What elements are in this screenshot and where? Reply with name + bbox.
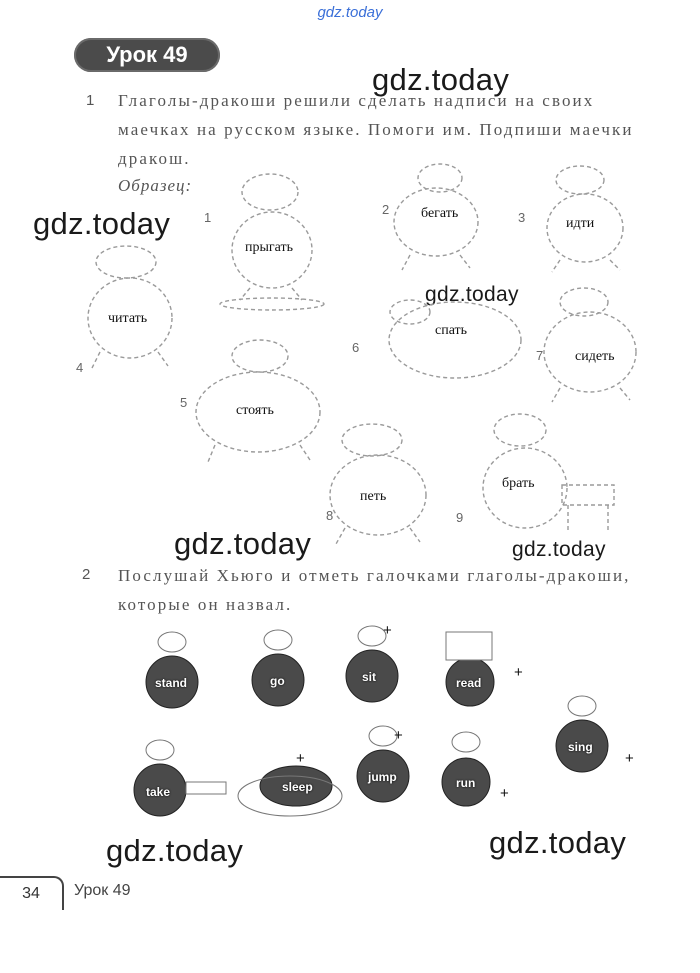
item-number: 4 [76, 360, 84, 375]
dragon-label: read [456, 676, 482, 690]
watermark: gdz.today [489, 825, 627, 860]
answer-text: брать [502, 476, 535, 491]
watermark: gdz.today [106, 833, 244, 868]
dragon-label: sit [362, 670, 377, 684]
dragon-label: jump [368, 770, 397, 784]
exercise-text: Послушай Хьюго и отметь галочками глаголы-дракоши, которые он назвал. [118, 566, 631, 614]
check-mark: + [383, 622, 392, 639]
dragon-label: sleep [282, 780, 313, 794]
item-number: 2 [382, 202, 390, 217]
item-number: 1 [204, 210, 212, 225]
dragon-label: go [270, 674, 285, 688]
answer-text: петь [360, 489, 387, 504]
check-mark: + [625, 750, 634, 767]
sample-label: Образец: [118, 176, 193, 195]
dragon-label: run [456, 776, 476, 790]
watermark: gdz.today [372, 62, 510, 97]
check-mark: + [296, 750, 305, 767]
lesson-badge: Урок 49 [74, 38, 220, 72]
watermark: gdz.today [174, 526, 312, 561]
exercise-number: 2 [82, 566, 91, 583]
check-mark: + [514, 664, 523, 681]
watermark: gdz.today [33, 206, 171, 241]
item-number: 5 [180, 395, 188, 410]
site-link[interactable]: gdz.today [317, 4, 383, 21]
answer-text: стоять [236, 403, 274, 418]
answer-text: спать [435, 323, 468, 338]
dragon-label: take [146, 785, 171, 799]
item-number: 8 [326, 508, 334, 523]
item-number: 9 [456, 510, 464, 525]
watermark: gdz.today [512, 538, 606, 561]
answer-text: прыгать [245, 240, 293, 255]
exercise-number: 1 [86, 92, 95, 109]
item-number: 6 [352, 340, 360, 355]
answer-text: читать [108, 311, 148, 326]
footer-lesson: Урок 49 [74, 882, 131, 899]
watermark: gdz.today [425, 283, 519, 306]
exercise2-illustrations [0, 610, 700, 890]
answer-text: бегать [421, 206, 459, 221]
check-mark: + [500, 785, 509, 802]
page-number: 34 [0, 876, 64, 910]
item-number: 7 [536, 348, 544, 363]
dragon-label: sing [568, 740, 593, 754]
answer-text: идти [566, 216, 595, 231]
exercise-text: Глаголы-дракоши решили сделать надписи на своих маечках на русском языке. Помоги им. Подпиши маечки дракош. [118, 91, 634, 168]
dragon-label: stand [155, 676, 188, 690]
item-number: 3 [518, 210, 526, 225]
check-mark: + [394, 727, 403, 744]
answer-text: сидеть [575, 349, 615, 364]
